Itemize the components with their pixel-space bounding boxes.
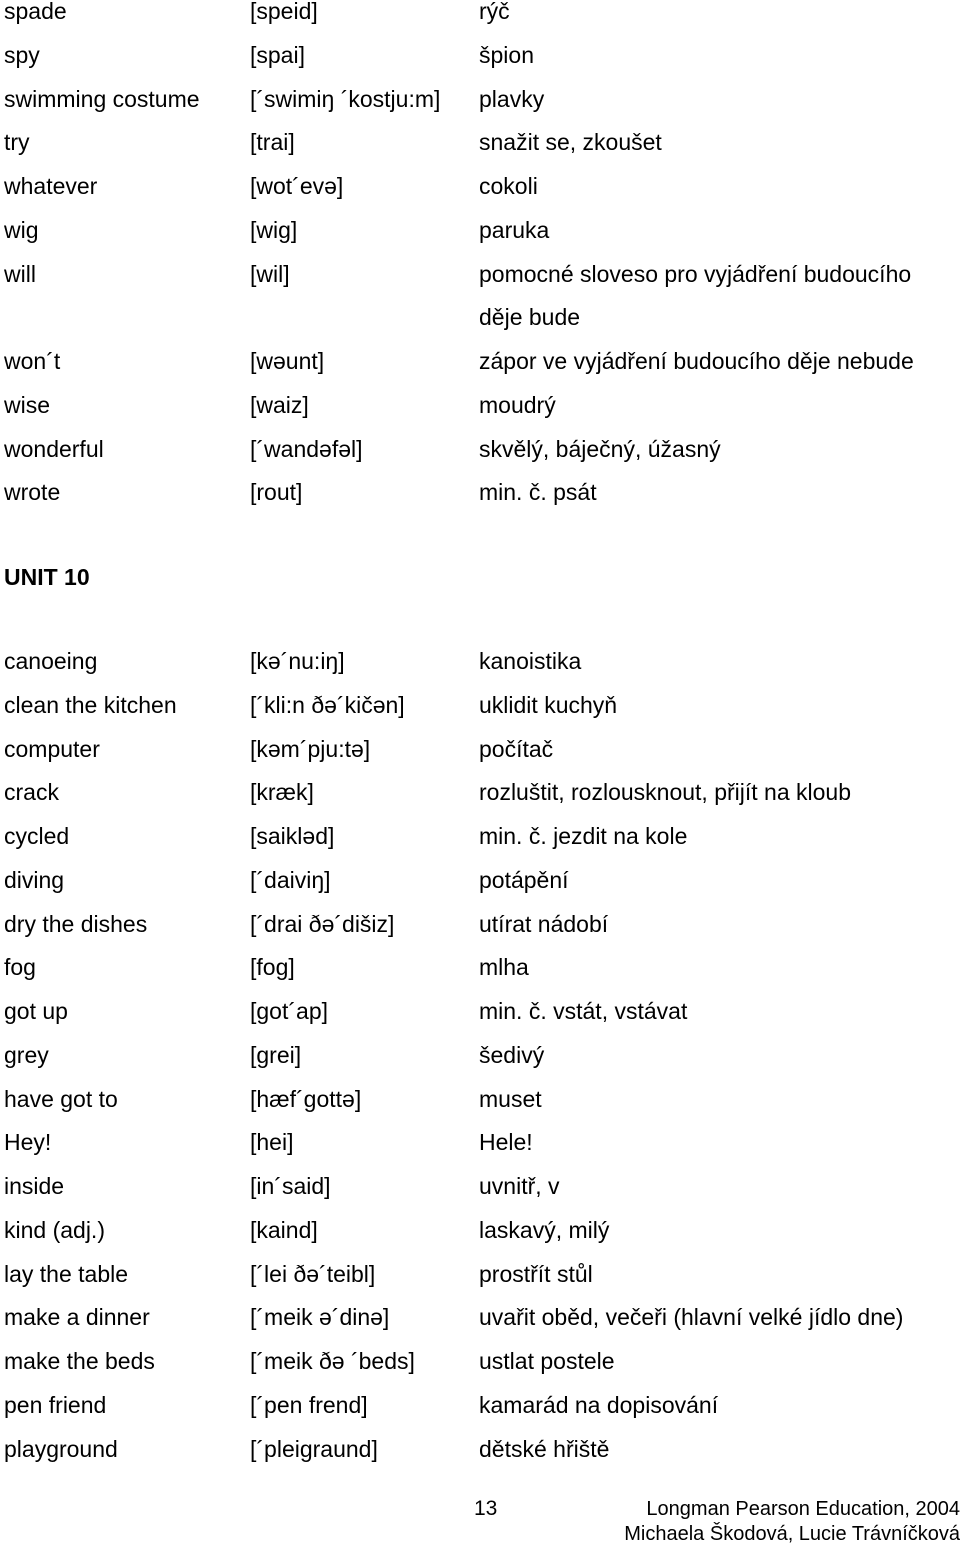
vocab-entry: [4, 41, 960, 88]
vocab-translation: laskavý, milý: [479, 1216, 610, 1243]
vocab-entry: [4, 956, 960, 1000]
vocab-entry: [4, 175, 960, 219]
vocab-word: canoeing: [4, 648, 98, 674]
vocab-pronunciation: [´daiviŋ]: [250, 866, 331, 893]
vocab-pronunciation: [rout]: [250, 479, 303, 506]
vocab-pronunciation: [hæf´gottə]: [250, 1085, 362, 1112]
vocab-pronunciation: [wig]: [250, 216, 298, 243]
vocab-pronunciation: [´meik ə´dinə]: [250, 1304, 390, 1331]
vocab-entry: [4, 781, 960, 825]
vocab-translation: špion: [479, 41, 534, 68]
vocab-word: lay the table: [4, 1260, 129, 1287]
vocab-pronunciation: [kə´nu:iŋ]: [250, 648, 345, 674]
vocab-pronunciation: [kræk]: [250, 779, 314, 806]
vocab-pronunciation: [kaind]: [250, 1216, 318, 1243]
vocab-pronunciation: [got´ap]: [250, 998, 328, 1024]
vocab-word: Hey!: [4, 1129, 52, 1156]
vocab-entry: [4, 481, 960, 525]
vocab-word: clean the kitchen: [4, 691, 177, 718]
vocab-pronunciation: [hei]: [250, 1129, 294, 1156]
vocab-pronunciation: [fog]: [250, 954, 295, 981]
vocab-word: whatever: [4, 173, 98, 199]
vocab-word: inside: [4, 1173, 65, 1199]
vocab-entry: [4, 306, 960, 350]
vocab-word: crack: [4, 779, 59, 806]
vocab-translation: min. č. vstát, vstávat: [479, 998, 688, 1024]
vocab-translation: min. č. psát: [479, 479, 597, 506]
vocab-entry: [4, 691, 960, 738]
vocab-word: spade: [4, 0, 67, 24]
vocab-entry: [4, 650, 960, 694]
vocab-entry: [4, 1175, 960, 1219]
vocab-pronunciation: [´wandəfəl]: [250, 435, 363, 462]
vocab-word: computer: [4, 735, 100, 762]
footer-authors: Michaela Škodová, Lucie Trávníčková: [624, 1523, 960, 1545]
vocab-pronunciation: [saikləd]: [250, 823, 335, 849]
vocab-pronunciation: [´swimiŋ ´kostju:m]: [250, 85, 441, 112]
vocab-entry: [4, 1041, 960, 1088]
vocab-entry: [4, 1350, 960, 1394]
vocabulary-list-top: [4, 0, 960, 525]
vocab-pronunciation: [in´said]: [250, 1173, 331, 1199]
vocab-pronunciation: [´kli:n ðə´kičən]: [250, 691, 405, 718]
vocab-translation: kanoistika: [479, 648, 582, 674]
vocab-entry: [4, 0, 960, 44]
page-number: 13: [474, 1497, 498, 1520]
vocab-entry: [4, 825, 960, 869]
vocab-word: wrote: [4, 479, 61, 506]
vocab-pronunciation: [trai]: [250, 129, 295, 156]
footer-credit: [624, 1497, 960, 1547]
vocab-translation: utírat nádobí: [479, 910, 609, 937]
vocab-entry: [4, 735, 960, 782]
vocabulary-list-unit-10: [4, 650, 960, 1481]
vocab-entry: [4, 391, 960, 438]
vocab-translation: uklidit kuchyň: [479, 691, 618, 718]
vocab-translation: cokoli: [479, 173, 538, 199]
vocab-word: got up: [4, 998, 68, 1024]
vocab-pronunciation: [grei]: [250, 1041, 302, 1068]
vocab-word: wig: [4, 216, 39, 243]
vocab-word: kind (adj.): [4, 1216, 105, 1243]
vocab-pronunciation: [´pleigraund]: [250, 1435, 378, 1462]
vocab-word: make the beds: [4, 1348, 155, 1374]
vocab-pronunciation: [´meik ðə ´beds]: [250, 1348, 415, 1374]
vocab-pronunciation: [´drai ðə´dišiz]: [250, 910, 395, 937]
vocab-translation: pomocné sloveso pro vyjádření budoucího: [479, 260, 912, 287]
vocab-entry: [4, 1306, 960, 1350]
vocab-word: will: [4, 260, 36, 287]
vocab-pronunciation: [´pen frend]: [250, 1391, 368, 1418]
vocab-entry: [4, 1085, 960, 1132]
vocab-translation: uvařit oběd, večeři (hlavní velké jídlo dne): [479, 1304, 904, 1331]
vocab-translation: zápor ve vyjádření budoucího děje nebude: [479, 348, 914, 374]
vocab-entry: [4, 350, 960, 394]
vocab-word: wonderful: [4, 435, 104, 462]
vocab-pronunciation: [spai]: [250, 41, 305, 68]
vocab-word: cycled: [4, 823, 70, 849]
vocab-translation: min. č. jezdit na kole: [479, 823, 688, 849]
vocab-entry: [4, 435, 960, 482]
vocab-pronunciation: [wəunt]: [250, 348, 325, 374]
vocab-translation: prostřít stůl: [479, 1260, 593, 1287]
vocab-entry: [4, 1435, 960, 1482]
vocab-word: spy: [4, 41, 40, 68]
vocab-entry: [4, 1260, 960, 1307]
vocab-word: wise: [4, 391, 51, 418]
vocab-translation: rozluštit, rozlousknout, přijít na kloub: [479, 779, 852, 806]
vocab-pronunciation: [speid]: [250, 0, 318, 24]
vocab-pronunciation: [wot´evə]: [250, 173, 344, 199]
vocab-word: dry the dishes: [4, 910, 148, 937]
vocab-translation: plavky: [479, 85, 545, 112]
vocab-word: swimming costume: [4, 85, 200, 112]
vocab-translation: dětské hřiště: [479, 1435, 610, 1462]
vocab-word: have got to: [4, 1085, 118, 1112]
vocab-word: try: [4, 129, 30, 156]
footer-publisher: Longman Pearson Education, 2004: [646, 1498, 960, 1520]
vocab-translation: muset: [479, 1085, 542, 1112]
vocab-translation: mlha: [479, 954, 529, 981]
vocab-entry: [4, 866, 960, 913]
vocab-entry: [4, 260, 960, 307]
vocab-pronunciation: [wil]: [250, 260, 290, 287]
vocab-translation: skvělý, báječný, úžasný: [479, 435, 721, 462]
vocab-translation: šedivý: [479, 1041, 545, 1068]
vocab-word: grey: [4, 1041, 49, 1068]
vocab-word: playground: [4, 1435, 118, 1462]
vocab-entry: [4, 1000, 960, 1044]
vocab-word: pen friend: [4, 1391, 107, 1418]
vocab-translation: ustlat postele: [479, 1348, 615, 1374]
vocab-entry: [4, 85, 960, 132]
vocab-entry: [4, 1216, 960, 1263]
vocab-pronunciation: [kəm´pju:tə]: [250, 735, 371, 762]
vocab-pronunciation: [´lei ðə´teibl]: [250, 1260, 376, 1287]
vocab-pronunciation: [waiz]: [250, 391, 309, 418]
vocab-entry: [4, 1391, 960, 1438]
vocab-word: make a dinner: [4, 1304, 150, 1331]
vocab-entry: [4, 131, 960, 175]
vocab-translation: moudrý: [479, 391, 556, 418]
vocab-entry: [4, 1131, 960, 1175]
vocab-translation: rýč: [479, 0, 510, 24]
vocab-translation: potápění: [479, 866, 569, 893]
vocab-translation: kamarád na dopisování: [479, 1391, 719, 1418]
vocab-word: fog: [4, 954, 36, 981]
vocab-entry: [4, 216, 960, 263]
unit-heading: UNIT 10: [4, 564, 90, 590]
vocab-translation: Hele!: [479, 1129, 533, 1156]
vocab-translation: počítač: [479, 735, 554, 762]
vocab-translation: děje bude: [479, 304, 581, 331]
vocab-translation: snažit se, zkoušet: [479, 129, 662, 156]
vocab-word: won´t: [4, 348, 61, 374]
vocab-translation: uvnitř, v: [479, 1173, 560, 1199]
vocab-word: diving: [4, 866, 65, 893]
vocab-translation: paruka: [479, 216, 550, 243]
vocab-entry: [4, 910, 960, 957]
